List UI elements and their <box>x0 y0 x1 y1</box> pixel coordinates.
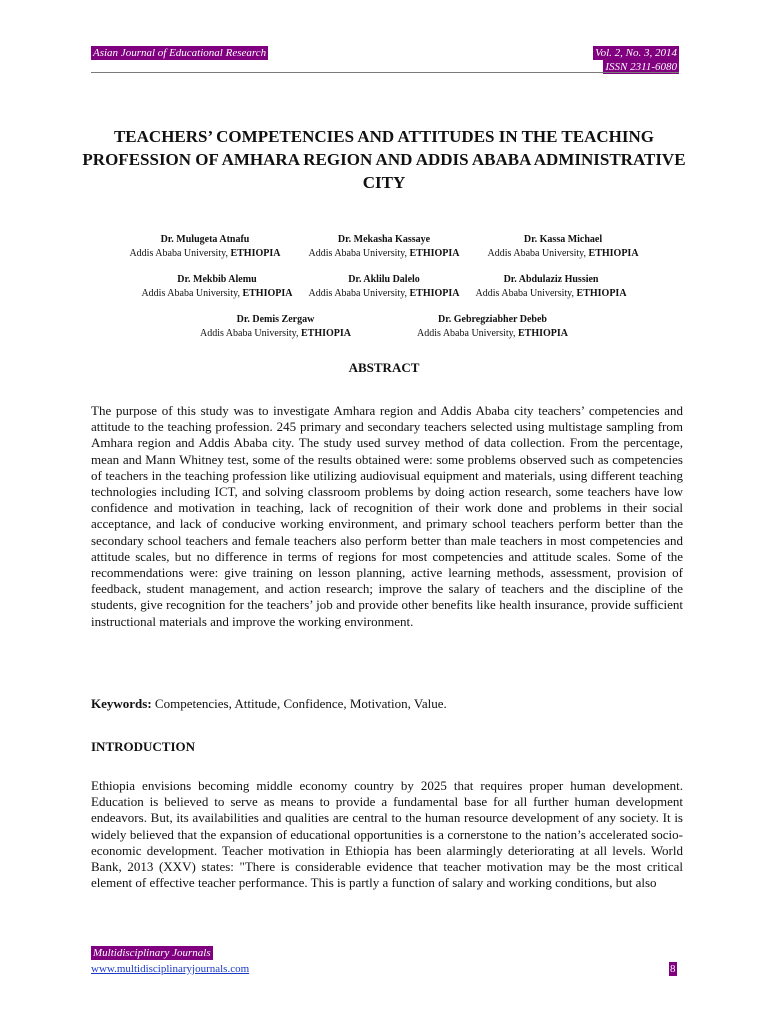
author-affiliation: Addis Ababa University, ETHIOPIA <box>308 288 460 299</box>
footer-journal-badge: Multidisciplinary Journals <box>93 947 211 959</box>
author <box>124 233 285 261</box>
author-list <box>90 233 678 353</box>
paper-title: TEACHERS’ COMPETENCIES AND ATTITUDES IN THE TEACHING PROFESSION OF AMHARA REGION AND ADDIS ABABA ADMINISTRATIVE CITY <box>82 127 686 192</box>
introduction-heading: INTRODUCTION <box>91 739 196 754</box>
author <box>303 233 464 261</box>
author-affiliation: Addis Ababa University, ETHIOPIA <box>308 248 460 259</box>
volume-info <box>593 46 679 74</box>
author <box>136 273 297 301</box>
author-affiliation: Addis Ababa University, ETHIOPIA <box>199 328 351 339</box>
author <box>483 233 644 261</box>
journal-name-badge: Asian Journal of Educational Research <box>93 47 267 59</box>
abstract-text: The purpose of this study was to investigate Amhara region and Addis Ababa city teachers’ competencies and attitude to the teaching profession. 245 primary and secondary teachers selected using multistage sampling from Amhara region and Addis Ababa city. The study used survey method of data collection. From the percentage, mean and Mann Whitney test, some of the results obtained were: some problems observed such as competencies of teachers in the teaching profession like utilizing audiovisual equipment and materials, using different teaching technologies including ICT, and solving classroom problems by doing action research, some teachers have low confidence and motivation in teaching, lack of recognition of their work done and problems in their social acceptance, and lack of conducive working environment, and primary school teachers perform better than the secondary school teachers and female teachers also perform better than male teachers in most competencies and attitude scales, but no difference in terms of regions for most competencies and attitude scales. Some of the recommendations were: give training on lesson planning, active learning methods, assessment, provision of feedback, student management, and action research; improve the salary of teachers and the discipline of the students, give recognition for the teachers’ job and provide other benefits like health insurance, provide sufficient instructional materials and improve the working environment. <box>91 403 683 629</box>
page-number: 8 <box>670 963 676 975</box>
author-affiliation: Addis Ababa University, ETHIOPIA <box>487 248 639 259</box>
author-affiliation: Addis Ababa University, ETHIOPIA <box>129 248 281 259</box>
author-affiliation: Addis Ababa University, ETHIOPIA <box>475 288 627 299</box>
abstract-heading: ABSTRACT <box>348 360 420 375</box>
volume-badge: Vol. 2, No. 3, 2014 <box>595 47 677 59</box>
author-name: Dr. Abdulaziz Hussien <box>503 274 599 285</box>
keywords-line <box>91 696 683 712</box>
author <box>412 313 573 341</box>
author-name: Dr. Gebregziabher Debeb <box>438 314 547 325</box>
author <box>471 273 632 301</box>
author-row-1 <box>90 233 678 261</box>
author-affiliation: Addis Ababa University, ETHIOPIA <box>417 328 569 339</box>
footer-website-link[interactable]: www.multidisciplinaryjournals.com <box>91 963 250 975</box>
author <box>303 273 464 301</box>
keywords-text: Competencies, Attitude, Confidence, Motivation, Value. <box>151 696 447 711</box>
author-name: Dr. Mulugeta Atnafu <box>160 234 250 245</box>
author-name: Dr. Kassa Michael <box>523 234 603 245</box>
issn-badge: ISSN 2311-6080 <box>605 61 677 73</box>
header-divider <box>91 72 679 73</box>
author-affiliation: Addis Ababa University, ETHIOPIA <box>141 288 293 299</box>
author-name: Dr. Demis Zergaw <box>236 314 315 325</box>
introduction-text: Ethiopia envisions becoming middle economy country by 2025 that requires proper human development. Education is believed to serve as means to provide a fundamental base for all further human development endeavors. But, its availabilities and qualities are central to the human resource development of any society. It is widely believed that the expansion of educational opportunities is a cornerstone to the nation’s accelerated socio-economic development. Teacher motivation in Ethiopia has been alarmingly deteriorating at all levels. World Bank, 2013 (XXV) states: "There is considerable evidence that teacher motivation may be the most critical element of effective teacher performance. This is partly a function of salary and working conditions, but also <box>91 778 683 891</box>
author-name: Dr. Aklilu Dalelo <box>348 274 420 285</box>
author-row-2 <box>90 273 678 301</box>
author-row-3 <box>90 313 678 341</box>
author-name: Dr. Mekasha Kassaye <box>337 234 431 245</box>
keywords-label: Keywords: <box>91 696 152 711</box>
author <box>195 313 356 341</box>
author-name: Dr. Mekbib Alemu <box>177 274 257 285</box>
